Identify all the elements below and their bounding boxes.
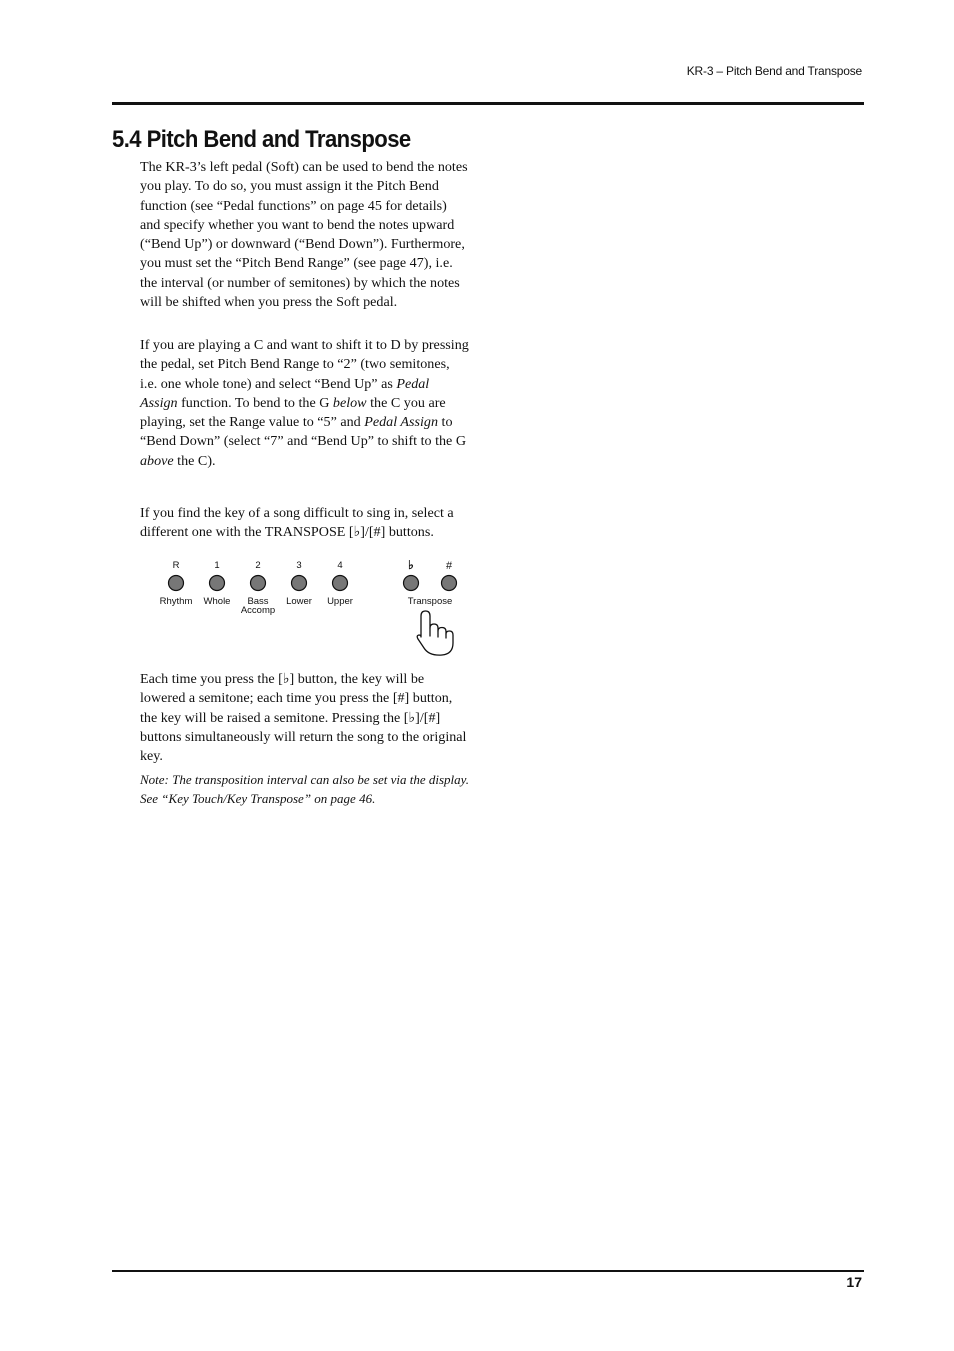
paragraph-transpose-usage: Each time you press the [♭] button, the key will be lowered a semitone; each time you press the [#] button, the key will be raised a semitone. Pressing the [♭]/[#] buttons simultaneously will return the song to the original key. — [140, 671, 467, 765]
button-lower — [286, 560, 312, 607]
button-bass-accomp — [241, 560, 275, 616]
section-heading: 5.4 Pitch Bend and Transpose — [112, 126, 411, 153]
panel-buttons-illustration — [150, 556, 470, 660]
paragraph-pitch-bend-intro: The KR-3’s left pedal (Soft) can be used to bend the notes you play. To do so, you must assign it the Pitch Bend function (see “Pedal functions” on page 45 for details) and specify whether you want to bend the notes upward (“Bend Up”) or downward (“Bend Down”). Furthermore, you must set the “Pitch Bend Range” (see page 47), i.e. the interval (or number of semitones) by which the notes will be shifted when you press the Soft pedal. — [140, 159, 468, 311]
running-header: KR-3 – Pitch Bend and Transpose — [686, 64, 862, 78]
button-lower-label: Lower — [286, 596, 312, 607]
paragraph-pitch-bend-example: If you are playing a C and want to shift it to D by pressing the pedal, set Pitch Bend Range to “2” (two semitones, i.e. one whole tone) and select “Bend Up” as Pedal Assign function. To bend to the G below the C you are playing, set the Range value to “5” and Pedal Assign to “Bend Down” (select “7” and “Bend Up” to shift to the G above the C). — [140, 337, 469, 469]
button-whole-top-label: 1 — [214, 560, 220, 571]
button-accomp-label: Accomp — [240, 605, 276, 616]
button-whole — [204, 560, 231, 607]
button-rhythm-top-label: R — [172, 560, 180, 571]
button-transpose-sharp — [442, 560, 457, 591]
button-upper-label: Upper — [327, 596, 353, 607]
button-transpose-flat — [404, 558, 419, 591]
pointing-hand-icon — [417, 611, 453, 655]
flat-symbol: ♭ — [408, 558, 414, 572]
transpose-label: Transpose — [407, 596, 453, 607]
header-rule — [112, 102, 864, 105]
button-bass-label: Bass — [247, 596, 269, 607]
button-rhythm-label: Rhythm — [159, 596, 193, 607]
button-upper-top-label: 4 — [337, 560, 343, 571]
button-whole-label: Whole — [203, 596, 231, 607]
page-number: 17 — [846, 1274, 862, 1290]
button-lower-top-label: 3 — [296, 560, 302, 571]
paragraph-transpose-intro: If you find the key of a song difficult to sing in, select a different one with the TRANSPOSE [♭]/[#] buttons. — [140, 505, 454, 541]
button-upper — [327, 560, 353, 607]
sharp-symbol: # — [445, 560, 453, 572]
button-bass-top-label: 2 — [255, 560, 261, 571]
note-paragraph: Note: The transposition interval can also be set via the display. See “Key Touch/Key Transpose” on page 46. — [140, 772, 469, 806]
footer-rule — [112, 1270, 864, 1272]
button-rhythm — [160, 560, 193, 607]
